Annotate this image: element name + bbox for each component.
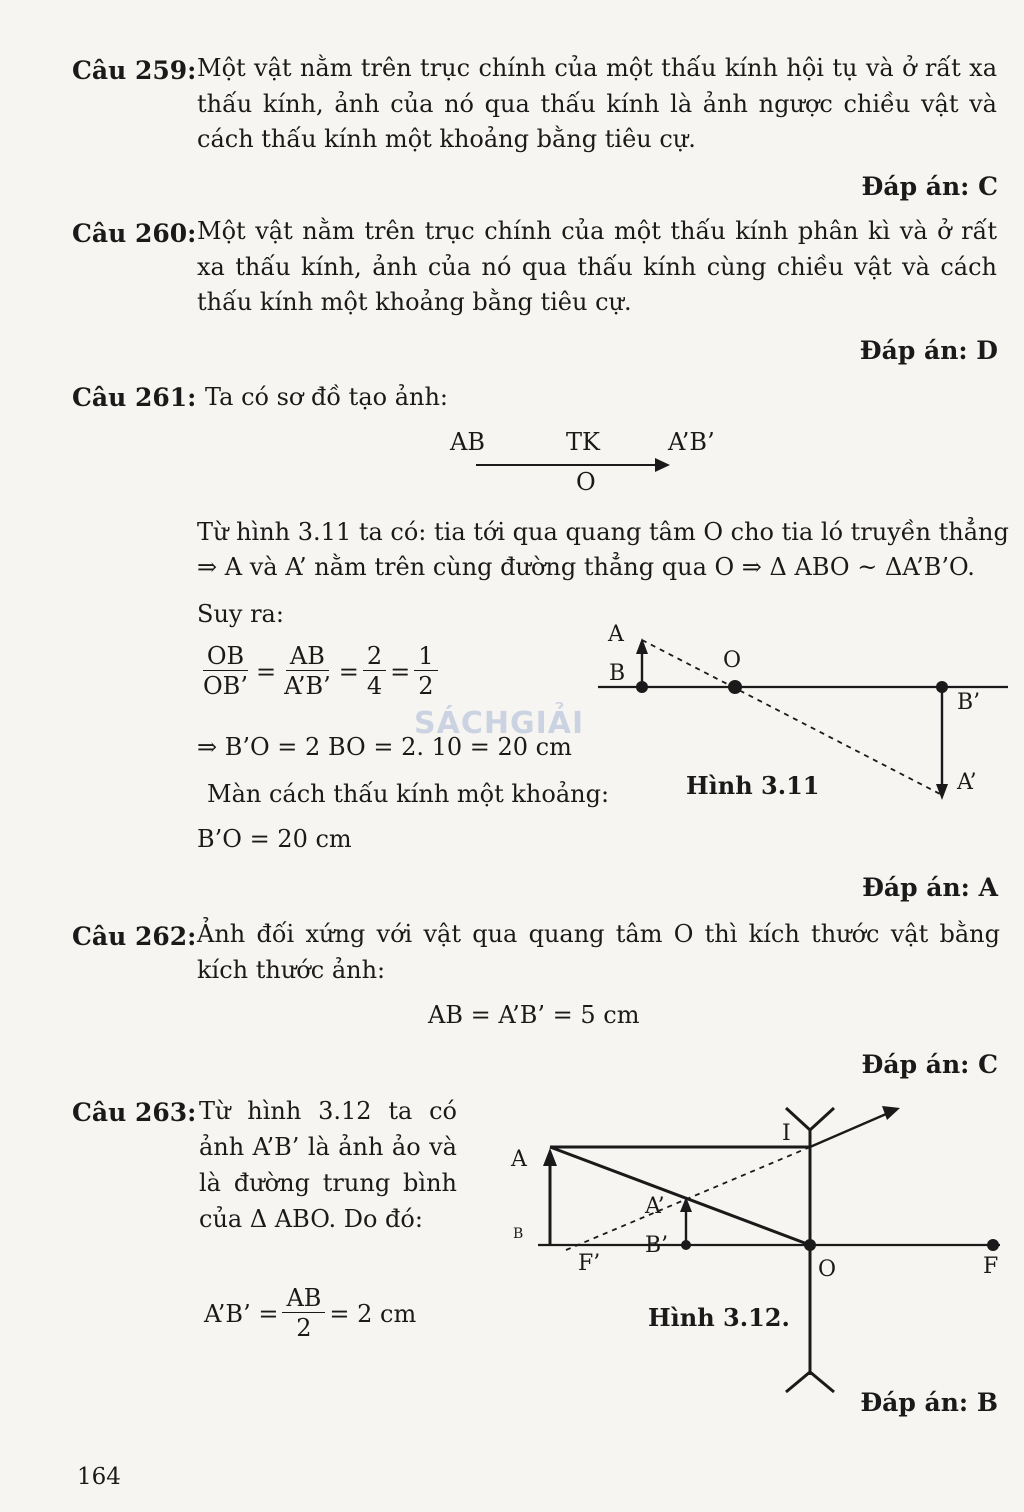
answer-259: Đáp án: C [861, 172, 998, 201]
fig312-point-B-prime [681, 1240, 691, 1250]
fig312-label-O: O [818, 1257, 837, 1282]
watermark: SÁCHGIẢI [414, 706, 585, 741]
question-261-line1: Từ hình 3.11 ta có: tia tới qua quang tâm O cho tia ló truyền thẳng [197, 518, 1009, 546]
question-263-text: Từ hình 3.12 ta có ảnh A’B’ là ảnh ảo và là đường trung bình của Δ ABO. Do đó: [199, 1097, 457, 1233]
scheme-center: O [576, 468, 596, 496]
fig311-point-O [728, 680, 742, 694]
fig312-refracted-ray [810, 1111, 893, 1147]
fig311-point-B-prime [936, 681, 948, 693]
fig312-virtual-ray [566, 1147, 810, 1250]
fig312-label-A-prime: A’ [645, 1194, 665, 1219]
scheme-arrow [476, 458, 670, 472]
scheme-object: AB [450, 428, 485, 456]
page-number: 164 [77, 1464, 121, 1490]
question-262-label: Câu 262: [72, 922, 197, 951]
fig312-label-I: I [782, 1121, 791, 1146]
fig312-label-B: B [513, 1226, 524, 1242]
fig312-label-F-prime: F’ [578, 1251, 601, 1276]
fig312-point-O [804, 1239, 816, 1251]
question-260-text: Một vật nằm trên trục chính của một thấu kính phân kì và ở rất xa thấu kính, ảnh của nó qua thấu kính cùng chiều vật và cách thấu kính một khoảng bằng tiêu cự. [197, 217, 997, 316]
fig311-label-A-prime: A’ [957, 770, 977, 795]
fig311-label-B-prime: B’ [957, 690, 981, 715]
fig312-ray-AO [550, 1147, 810, 1245]
fig311-point-B [636, 681, 648, 693]
figure-3-12-caption: Hình 3.12. [648, 1303, 790, 1332]
question-261-line2: ⇒ A và A’ nằm trên cùng đường thẳng qua O ⇒ Δ ABO ~ ΔA’B’O. [197, 553, 975, 581]
question-259-text: Một vật nằm trên trục chính của một thấu kính hội tụ và ở rất xa thấu kính, ảnh của nó qua thấu kính là ảnh ngược chiều vật và cách thấu kính một khoảng bằng tiêu cự. [197, 54, 997, 153]
question-261-screen: Màn cách thấu kính một khoảng: [207, 780, 610, 808]
scheme-lens: TK [566, 428, 600, 456]
fig311-label-A: A [608, 622, 624, 647]
figure-3-11-caption: Hình 3.11 [686, 771, 820, 800]
question-261-label: Câu 261: [72, 383, 197, 412]
question-263-formula: A’B’ = $\frac{AB}{2}$ = 2 cm [204, 1284, 417, 1342]
question-262-text: Ảnh đối xứng với vật qua quang tâm O thì kích thước vật bằng kích thước ảnh: [197, 920, 1000, 984]
fig312-object-arrowhead [543, 1148, 557, 1166]
scheme-image: A’B’ [668, 428, 715, 456]
question-261-intro: Ta có sơ đồ tạo ảnh: [205, 383, 449, 411]
figure-3-12 [538, 1106, 1000, 1392]
answer-260: Đáp án: D [859, 336, 998, 365]
fig312-label-A: A [511, 1147, 527, 1172]
question-261-suyra: Suy ra: [197, 600, 284, 628]
question-263-label: Câu 263: [72, 1098, 197, 1127]
fig312-label-F: F [983, 1254, 999, 1279]
fig312-label-B-prime: B’ [645, 1233, 669, 1258]
fig312-point-F [987, 1239, 999, 1251]
answer-263: Đáp án: B [860, 1388, 998, 1417]
figure-3-11 [598, 638, 1008, 800]
fig312-lens-top-end [786, 1108, 834, 1130]
question-262-formula: AB = A’B’ = 5 cm [428, 1001, 640, 1029]
question-261-final: B’O = 20 cm [197, 825, 352, 853]
fig311-label-O: O [723, 648, 742, 673]
question-260-label: Câu 260: [72, 219, 197, 248]
fig311-ray-AOA-prime [642, 640, 942, 795]
answer-261: Đáp án: A [862, 873, 998, 902]
answer-262: Đáp án: C [861, 1050, 998, 1079]
ratio-equation: $\frac{OB}{OB’}$ = $\frac{AB}{A’B’}$ = $\frac{2}{4}$ = $\frac{1}{2}$ [197, 642, 440, 701]
fig311-label-B: B [609, 661, 626, 686]
question-259-label: Câu 259: [72, 56, 197, 85]
question-261-result: ⇒ B’O = 2 BO = 2. 10 = 20 cm [197, 733, 572, 761]
fig312-refracted-arrowhead [882, 1106, 900, 1120]
